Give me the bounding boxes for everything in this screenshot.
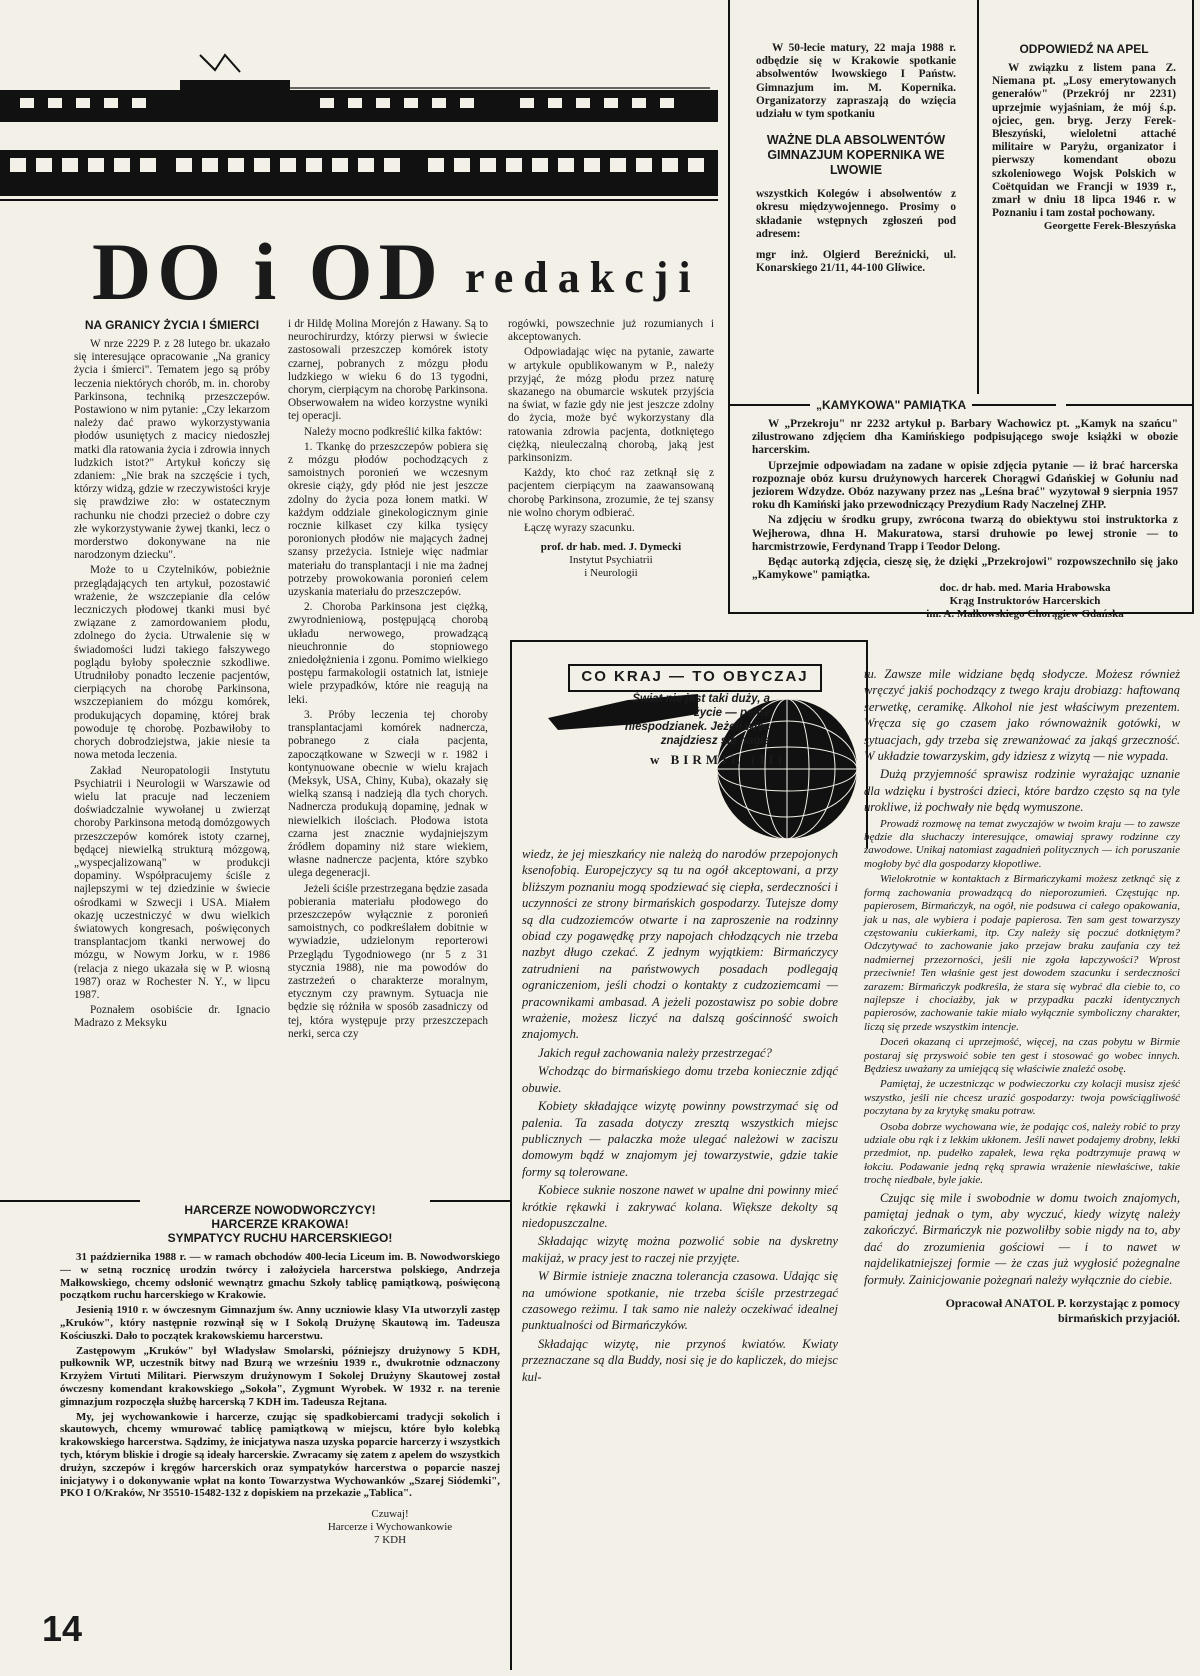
paragraph: Jakich reguł zachowania należy przestrzegać? <box>538 1045 772 1060</box>
paragraph: Dużą przyjemność sprawisz rodzinie wyrażając uznanie dla wdzięku i bystrości dzieci, które bardzo często są na tyle urokliwe, iż pochwały nie będą wymuszone. <box>864 767 1180 815</box>
divider <box>1066 404 1192 406</box>
column-box-country: w BIRMIE (II) <box>650 752 786 767</box>
train-illustration <box>0 0 718 218</box>
signature: prof. dr hab. med. J. Dymecki Instytut Psychiatrii i Neurologii <box>540 541 682 580</box>
signature: doc. dr hab. med. Maria Hrabowska Krąg Instruktorów Harcerskich im. A. Małkowskiego Chorągiew Gdańska <box>926 582 1124 621</box>
paragraph: tu. Zawsze mile widziane będą słodycze. Możesz również wręczyć jakiś pochodzący z twego kraju drobiazg: haftowaną serwetkę, ceramikę. Alkohol nie jest właściwym prezentem. Wręcza się go czasem jako równoważnik gotówki, w sytuacjach, gdy trzeba się zrewanżować za jakąś grzeczność. W układzie towarzyskim, gdy idziesz z wizytą — nie wypada. <box>864 667 1180 764</box>
article-kamykowa <box>752 418 1178 621</box>
paragraph: rogówki, powszechnie już rozumianych i akceptowanych. <box>508 318 714 344</box>
paragraph: W nrze 2229 P. z 28 lutego br. ukazało się interesujące opracowanie „Na granicy życia i śmierci". Tematem jego są próby leczenia niektórych chorób, m. in. choroby Parkinsona, techniką przeszczepów. Postawiono w nim pytanie: „Czy lekarzom należy dać prawo wykorzystywania płodów usuniętych z macicy niedoszłej matki dla ratowania życia i zdrowia innych ludzkich istot?" Artykuł kończy się zdaniem: „Nie brak na szczęście i tych, którzy widzą, gdzie w rzeczywistości kryje się prawdziwe zło: w ostatecznym rachunku nie chodzi przecież o dobre czy złe wykorzystywanie żywej tkanki, lecz o morderstwo dokonywane na nie narodzonym dziecku". <box>74 338 270 562</box>
article-birma-col2 <box>864 666 1180 1326</box>
article-na-granicy-col2 <box>288 318 488 1041</box>
paragraph: 1. Tkankę do przeszczepów pobiera się z mózgu płodów pochodzących z samoistnych poronień we wczesnym okresie ciąży, gdy płód nie jest jeszcze zdolny do życia poza łonem matki. W każdym oddziale ginekologicznym ginie rocznie kilkaset czy kilka tysięcy poronionych płodów nie mających żadnej szansy przeżycia. Istnieje więc nadmiar materiału do transplantacji i nie ma żadnej potrzeby prowokowania poronień celem uzyskania materiału do przeszczepów. <box>288 440 488 599</box>
paragraph: i dr Hildę Molina Morejón z Hawany. Są to neurochirurdzy, którzy pierwsi w świecie zastosowali przeszczep komórek istoty czarnej, pobranych z mózgu płodu ludzkiego w wieku 6 do 13 tygodni, chorym, cierpiącym na chorobę Parkinsona. Obserwowałem na wideo korzystne wyniki tej operacji. <box>288 318 488 423</box>
signature: Czuwaj! Harcerze i Wychowankowie 7 KDH <box>327 1508 453 1547</box>
paragraph: W związku z listem pana Z. Niemana pt. „Losy emerytowanych generałów" (Przekrój nr 2231) uprzejmie wyjaśniam, że mój ś.p. ojciec, gen. bryg. Jerzy Ferek-Błeszyński, wieloletni attaché militaire w Paryżu, organizator i pierwszy komendant obozu szkoleniowego Wojsk Polskich w Coëtquidan we Francji w 1939 r., zmarł w dniu 18 lipca 1946 r. w Poznaniu i tam został pochowany. <box>992 62 1176 220</box>
article-title-line: SYMPATYCY RUCHU HARCERSKIEGO! <box>167 1231 393 1245</box>
article-odpowiedz <box>992 42 1176 233</box>
paragraph: Może to u Czytelników, pobieżnie przeglądających ten artykuł, pozostawić wrażenie, że wszczepianie dla celów leczniczych płodowej tkanki musi być związane z zamordowaniem płodu, zdolnego do życia. Utrwalenie się w świadomości ludzi takiego fałszywego poglądu byłoby społecznie szkodliwe. Utrudniłoby ponadto leczenie pacjentów, cierpiących na chorobę Parkinsona, wszczepianiem do mózgu komórek, produkujących dopaminę, której brak powoduje tę chorobę. Pozbawiłoby to chorych dobrodziejstwa, jakie niesie ta nowa metoda leczenia. <box>74 564 270 762</box>
divider <box>0 1200 140 1202</box>
paragraph: Pamiętaj, że uczestnicząc w podwieczorku czy kolacji musisz zjeść wszystko, jeśli nie chcesz urazić gospodarzy: twoja powściągliwość poczytana by za krytykę smaku potraw. <box>864 1078 1180 1118</box>
article-title-line: HARCERZE KRAKOWA! <box>211 1217 349 1231</box>
article-title-line: HARCERZE NOWODWORCZYCY! <box>184 1203 376 1217</box>
divider <box>1192 0 1194 612</box>
article-title: ODPOWIEDŹ NA APEL <box>1019 42 1149 56</box>
paragraph: Będąc autorką zdjęcia, cieszę się, że dzięki „Przekrojowi" rozpowszechniło się jako „Kamykowe" pamiątka. <box>752 556 1178 582</box>
address: mgr inż. Olgierd Bereźnicki, ul. Konarskiego 21/11, 44-100 Gliwice. <box>756 249 956 275</box>
paragraph: Jesienią 1910 r. w ówczesnym Gimnazjum św. Anny uczniowie klasy VIa utworzyli zastęp „Kruków", który następnie rozwinął się w I Sokolą Drużynę Skautową im. Tadeusza Kościuszki. Dało to początek krakowskiemu harcerstwu. <box>60 1304 500 1342</box>
paragraph: Na zdjęciu w środku grupy, zwrócona twarzą do obiektywu stoi instruktorka z Wejherowa, dhna H. Makuratowa, starsi druhowie po lewej stronie — to harcmistrzowie, Ferdynand Trapp i Teodor Delong. <box>752 514 1178 553</box>
masthead-title: DO i OD <box>92 226 444 317</box>
paragraph: 31 października 1988 r. — w ramach obchodów 400-lecia Liceum im. B. Nowodworskiego — w setną rocznicę urodzin twórcy i założyciela harcerstwa polskiego, Andrzeja Małkowskiego, chcemy odsłonić wewnątrz gmachu Szkoły tablicę pamiątkową, poświęconą początkom ruchu harcerskiego w Krakowie. <box>60 1251 500 1302</box>
paragraph: wiedz, że jej mieszkańcy nie należą do narodów przepojonych ksenofobią. Europejczycy są tu na ogół akceptowani, a przy bliższym poznaniu mogą spodziewać się ciepła, serdeczności i uczynności ze strony birmańskich gospodarzy. Tutejsze domy są dla cudzoziemców otwarte i na zaproszenie na rodzinny obiad czy pogawędkę przy napojach chłodzących nie trzeba nazbyt długo czekać. Z jednym wyjątkiem: Birmańczycy zatrudnieni na państwowych posadach podlegają ograniczeniom, jeśli chodzi o kontakty z cudzoziemcami — pracownikami ambasad. A jeżeli pozostawisz po sobie dobre wrażenie, możesz liczyć na dalszą gościnność swoich znajomych. <box>522 847 838 1042</box>
page-number: 14 <box>42 1608 83 1649</box>
paragraph: Uprzejmie odpowiadam na zadane w opisie zdjęcia pytanie — iż brać harcerska rozpoznaje obóz kursu drużynowych harcerek Chorągwi Gdańskiej w Gołuniu nad jeziorem Wdzydze. Obóz nazywany przez nas „Leśna brać" wyzytował 9 sierpnia 1957 roku dh Kamiński jako przewodniczący Prezydium Rady Naczelnej ZHP. <box>752 459 1178 512</box>
article-birma-col1 <box>522 846 838 1385</box>
paragraph: Kobiece suknie noszone nawet w upalne dni powinny mieć krótkie rękawki i zakrywać kolana. Większe dekolty są niedopuszczalne. <box>522 1183 838 1230</box>
paragraph: W Birmie istnieje znaczna tolerancja czasowa. Udając się na umówione spotkanie, nie trzeba ściśle przestrzegać czasowego reżimu. I tak samo nie należy oczekiwać idealnej punktualności od Birmańczyków. <box>522 1269 838 1333</box>
article-title: NA GRANICY ŻYCIA I ŚMIERCI <box>84 318 260 332</box>
paragraph: Składając wizytę można pozwolić sobie na dyskretny makijaż, w pracy jest to raczej nie przyjęte. <box>522 1234 838 1265</box>
divider <box>430 1200 510 1202</box>
paragraph: Prowadź rozmowę na temat zwyczajów w twoim kraju — to zawsze będzie dla słuchaczy interesujące, omawiaj sprawy rodzinne czy zawodowe. Unikaj natomiast zagadnień politycznych — ich poruszanie mogłoby być dla gospodarzy kłopotliwe. <box>864 817 1180 870</box>
article-title: „KAMYKOWA" PAMIĄTKA <box>810 396 972 414</box>
paragraph: Odpowiadając więc na pytanie, zawarte w artykule opublikowanym w P., należy przyjąć, że mózg płodu przez naturę skazanego na obumarcie wskutek przyjścia na świat, w fazie gdy nie jest jeszcze zdolny do życia, może być wykorzystany dla ratowania zdrowia pacjenta, dotkniętego ciężką, nieuleczalną chorobą, jaką jest parkinsonizm. <box>508 346 714 465</box>
paragraph: Należy mocno podkreślić kilka faktów: <box>304 425 483 438</box>
signature: Opracował ANATOL P. korzystając z pomocy birmańskich przyjaciół. <box>945 1296 1180 1326</box>
paragraph: Czując się mile i swobodnie w domu twoich znajomych, pamiętaj jednak o tym, aby wyczuć, kiedy wizytę należy zakończyć. Birmańczyk nie pozwoliłby sobie nigdy na to, aby dać do zrozumienia gościowi — i to nawet w najdelikatniejszej formie — że czas już wygłosić pożegnalne formuły. Zainicjowanie pożegnań należy wyłącznie do ciebie. <box>864 1190 1180 1287</box>
paragraph: Wielokrotnie w kontaktach z Birmańczykami możesz zetknąć się z formą zachowania prowadzącą do nieporozumień. Częstując np. papierosem, Birmańczyk, na ogół, nie podsuwa ci całego opakowania, jak u nas, ale wybiera i podaje papierosa. Ten sam gest towarzyszy częstowaniu cukierkami, itp. Czy należy się poczuć dotkniętym? Odczytywać to zachowanie jako przejaw braku zaufania czy też nadmiernej przezorności, jeśli nie zgoła łapczywości? Wprost przeciwnie! Ten właśnie gest jest dowodem szacunku i serdeczności zarazem: Birmańczyk podkreśla, że stara się wybrać dla ciebie to, co najlepsze i chociażby, jak w przypadku paczki identycznych papierosów, zachowanie takie miało wyłącznie symboliczny charakter, liczą się przede wszystkim intencje. <box>864 873 1180 1033</box>
masthead-subtitle: redakcji <box>465 253 701 302</box>
paragraph: Wchodząc do birmańskiego domu trzeba koniecznie zdjąć obuwie. <box>522 1064 838 1095</box>
article-na-granicy-col1 <box>74 318 270 1031</box>
paragraph: wszystkich Kolegów i absolwentów z okresu międzywojennego. Prosimy o składanie wstępnych zgłoszeń pod adresem: <box>756 188 956 240</box>
paragraph: 2. Choroba Parkinsona jest ciężką, zwyrodnieniową, postępującą chorobą układu nerwowego, prowadzącą nieuchronnie do stopniowego zniedołężnienia i zgonu. Pomimo wielkiego postępu farmakologii ostatnich lat, istnieje wiele przypadków, które nie reagują na leki. <box>288 601 488 706</box>
column-box-intro: Świat nie jest taki duży, a życie — pełne niespodzianek. Jeżeli więc znajdziesz się nagle <box>624 693 770 747</box>
paragraph: Kobiety składające wizytę powinny powstrzymać się od palenia. Ta zasada dotyczy zresztą wszystkich miejsc publicznych — palaczka może ulegać należowi w zaciszu domowym bądź w znajomym jej towarzystwie, gdzie takie formy są tolerowane. <box>522 1099 838 1179</box>
divider <box>510 640 868 642</box>
paragraph: W 50-lecie matury, 22 maja 1988 r. odbędzie się w Krakowie spotkanie absolwentów lwowskiego I Państw. Gimnazjum im. M. Kopernika. Organizatorzy zapraszają do wzięcia udziału w tym spotkaniu <box>756 42 956 121</box>
paragraph: Jeżeli ściśle przestrzegana będzie zasada pobierania materiału płodowego do przeszczepów wyłącznie z poronień samoistnych, co podkreślałem dobitnie w wywiadzie, udzielonym reporterowi Przeglądu Tygodniowego (nr 5 z 31 stycznia 1988), nie ma powodów do zastrzeżeń o charakterze moralnym, etycznym czy prawnym. Sytuacja nie będzie się różniła w sposób zasadniczy od tej, która występuje przy przeszczepach nerki, serca czy <box>288 882 488 1040</box>
divider <box>977 0 979 394</box>
paragraph: W „Przekroju" nr 2232 artykuł p. Barbary Wachowicz pt. „Kamyk na szańcu" zilustrowano zdjęciem dha Kamińskiego podpisującego swoje książki w obozie harcerskim. <box>752 418 1178 457</box>
paragraph: Osoba dobrze wychowana wie, że podając coś, należy robić to przy udziale obu rąk i z lekkim ukłonem. Jeśli nawet podajemy drobny, lekki przedmiot, np. pudełko zapałek, lewa ręka podtrzymuje prawą w łokciu. Podawanie jedną ręką sprawia wrażenie niewłaściwe, takie trochę niedbałe, byle jakie. <box>864 1120 1180 1187</box>
paragraph: 3. Próby leczenia tej choroby transplantacjami komórek nadnercza, pobranego z ciała pacjenta, zapoczątkowane w Szwecji w r. 1982 i kontynuowane obecnie w wielu krajach (Meksyk, USA, Chiny, Kuba), okazały się wielką szansą i nadzieją dla tych chorych. Nadnercza produkują dopaminę, jednak w niewielkich ilościach. Płodowa istota czarna jest znacznie wydajniejszym źródłem dopaminy niż stare wiekiem, własne nadnercze pacjenta, które szybko ulega degeneracji. <box>288 708 488 880</box>
signature: Georgette Ferek-Błeszyńska <box>1043 220 1176 233</box>
article-harcerze <box>60 1203 500 1547</box>
article-title: WAŻNE DLA ABSOLWENTÓW GIMNAZJUM KOPERNIKA WE LWOWIE <box>766 133 946 178</box>
paragraph: Zakład Neuropatologii Instytutu Psychiatrii i Neurologii w Warszawie od wielu lat pracuje nad leczeniem doświadczalnie wywołanej u zwierząt choroby Parkinsona metodą domózgowych przeszczepów komórek istoty czarnej, będącej niewielką strukturą mózgową, „wyspecjalizowaną" w produkcji dopaminy. Współpracujemy ściśle z najlepszymi w tej dziedzinie w świecie ośrodkami w Szwecji i USA. Miałem okazję uczestniczyć w dwu wielkich światowych kongresach, poświęconych transplantacjom tkanki nerwowej do mózgu, w Nowym Jorku, w r. 1986 (relacja z niego ukazała się w P. wiosną 1987) oraz w Rochester N. Y., w lipcu 1987. <box>74 764 270 1001</box>
paragraph: My, jej wychowankowie i harcerze, czując się spadkobiercami tradycji sokolich i skautowych, chcemy wmurować tablicę pamiątkową w miejscu, które było kolebką krakowskiego harcerstwa. Sądzimy, że inicjatywa nasza uzyska poparcie harcerzy i wszystkich tych, którym bliskie i drogie są ideały harcerskie. Zwracamy się zatem z apelem do wszystkich drużyn, szczepów i kręgów harcerskich oraz sympatyków harcerstwa o poparcie naszej inicjatywy i o dokonywanie wpłat na konto Towarzystwa Wychowanków „Szarej Siódemki", PKO I O/Kraków, Nr 35510-15482-132 z dopiskiem na przekazie „Tablica". <box>60 1410 500 1500</box>
article-absolwenci <box>756 42 956 275</box>
paragraph: Zastępowym „Kruków" był Władysław Smolarski, późniejszy drużynowy 5 KDH, pułkownik WP, uczestnik bitwy nad Bzurą we wrześniu 1939 r., dwukrotnie odznaczony Krzyżem Virtuti Militari. Pierwszym drużynowym I Sokolej Drużyny Skautowej został ówczesny komendant krakowskiego „Sokoła", Zygmunt Wyrobek. W 1932 r. na terenie gimnazjum rozpoczęła służbę harcerską 7 KDH im. Tadeusza Rejtana. <box>60 1344 500 1408</box>
paragraph: Każdy, kto choć raz zetknął się z pacjentem cierpiącym na zaawansowaną chorobę Parkinsona, zrozumie, że tej szansy nie wolno chorym odbierać. <box>508 467 714 519</box>
article-na-granicy-col3 <box>508 318 714 580</box>
paragraph: Poznałem osobiście dr. Ignacio Madrazo z Meksyku <box>74 1004 270 1030</box>
column-box-title: CO KRAJ — TO OBYCZAJ <box>568 664 822 692</box>
train-graphic <box>0 0 718 218</box>
paragraph: Doceń okazaną ci uprzejmość, więcej, na czas pobytu w Birmie postaraj się przyswoić sobie ten gest i stosować go wobec innych. Będziesz uważany za umiejącą się właściwie znaleźć osobę. <box>864 1036 1180 1075</box>
paragraph: Łączę wyrazy szacunku. <box>524 522 635 535</box>
divider <box>510 640 512 1670</box>
divider <box>728 0 730 612</box>
paragraph: Składając wizytę, nie przynoś kwiatów. Kwiaty przeznaczane są dla Buddy, nosi się je do kapliczek, do miejsc kul- <box>522 1336 838 1384</box>
